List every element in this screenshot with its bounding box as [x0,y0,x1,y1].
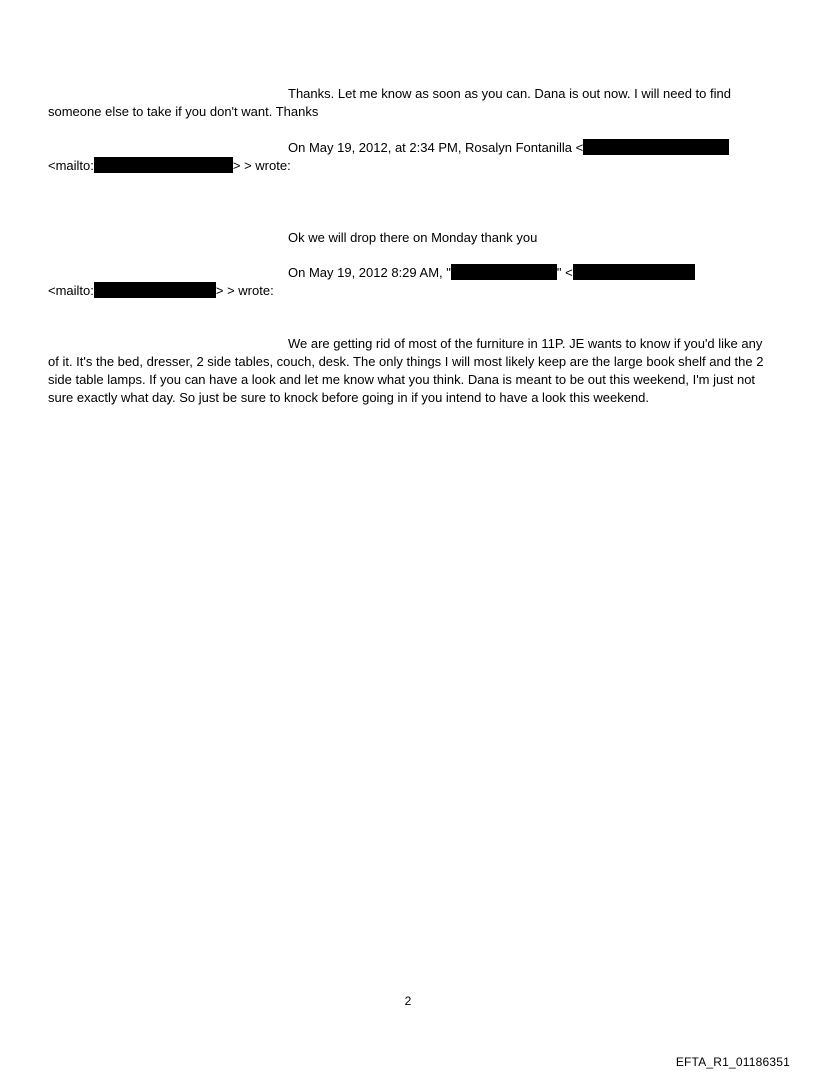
message-2-line [288,229,537,246]
message-1-line-2 [48,103,318,120]
page-number: 2 [404,994,412,1008]
redaction-block [94,282,216,298]
reply-header-2-suffix: > > wrote: [215,283,274,298]
reply-header-2-prefix: On May 19, 2012 8:29 AM, " [288,265,451,280]
reply-header-1 [288,139,729,156]
reply-header-1-suffix: > > wrote: [232,158,291,173]
message-3-paragraph: We are getting rid of most of the furniture in 11P. JE wants to know if you'd like any of it. It's the bed, dresser, 2 side tables, couch, desk. The only things I will most likely keep are the large book shelf and the 2 side table lamps. If you can have a look and let me know what you think. Dana is meant to be out this weekend, I'm just not sure exactly what day. So just be sure to knock before going in if you intend to have a look this weekend. [48,336,764,405]
redaction-block [451,264,557,280]
redaction-block [573,264,695,280]
reply-header-1-mailto: <mailto: [48,158,94,173]
reply-header-1-prefix: On May 19, 2012, at 2:34 PM, Rosalyn Fontanilla < [288,140,584,155]
message-1-line-1 [288,85,731,102]
reply-header-2-middle: " < [556,265,573,280]
reply-header-1-mailto-line [48,157,291,174]
reply-header-2 [288,264,695,281]
reply-header-2-mailto: <mailto: [48,283,94,298]
bates-number: EFTA_R1_01186351 [675,1055,790,1069]
message-1-text-1: Thanks. Let me know as soon as you can. Dana is out now. I will need to find [288,86,731,101]
reply-header-2-mailto-line [48,282,274,299]
message-1-text-2: someone else to take if you don't want. Thanks [48,104,319,119]
redaction-block [583,139,729,155]
message-2-text: Ok we will drop there on Monday thank you [288,230,538,245]
redaction-block [94,157,233,173]
